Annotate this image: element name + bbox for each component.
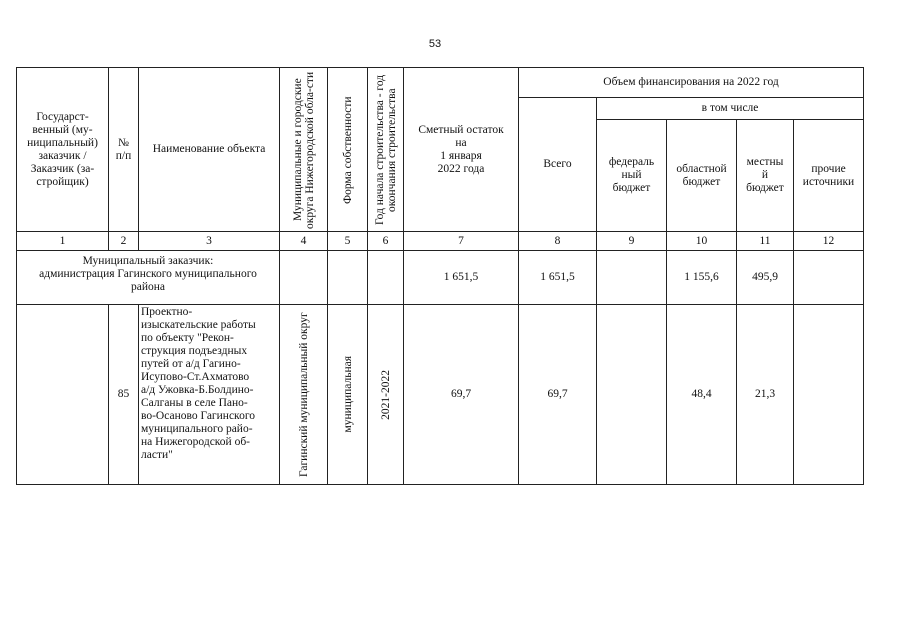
row-customer <box>17 305 109 485</box>
column-number: 5 <box>328 232 368 251</box>
row-balance: 69,7 <box>404 305 519 485</box>
header-num: № п/п <box>109 68 139 232</box>
header-municipality <box>280 68 328 232</box>
header-ownership <box>328 68 368 232</box>
column-number: 12 <box>794 232 864 251</box>
customer-federal <box>597 251 667 305</box>
header-municipality-text: Муниципальные и городские округа Нижегородской обла-сти <box>291 70 316 229</box>
column-number: 11 <box>737 232 794 251</box>
customer-balance: 1 651,5 <box>404 251 519 305</box>
column-number: 10 <box>667 232 737 251</box>
header-ownership-text: Форма собственности <box>341 95 354 204</box>
row-num: 85 <box>109 305 139 485</box>
header-customer: Государст- венный (му- ниципальный) заказчик / Заказчик (за- стройщик) <box>17 68 109 232</box>
customer-other <box>794 251 864 305</box>
header-total: Всего <box>519 98 597 232</box>
row-regional: 48,4 <box>667 305 737 485</box>
column-number: 8 <box>519 232 597 251</box>
customer-municipality-cell <box>280 251 328 305</box>
header-object-name: Наименование объекта <box>139 68 280 232</box>
row-total: 69,7 <box>519 305 597 485</box>
customer-label: Муниципальный заказчик: администрация Гагинского муниципального района <box>17 251 280 305</box>
customer-summary-row <box>17 251 864 305</box>
row-years-text: 2021-2022 <box>379 369 392 420</box>
row-other <box>794 305 864 485</box>
column-number-row <box>17 232 864 251</box>
header-local: местны й бюджет <box>737 120 794 232</box>
column-number: 2 <box>109 232 139 251</box>
financing-table <box>16 67 864 485</box>
customer-ownership-cell <box>328 251 368 305</box>
header-other: прочие источники <box>794 120 864 232</box>
row-local: 21,3 <box>737 305 794 485</box>
header-years <box>368 68 404 232</box>
customer-total: 1 651,5 <box>519 251 597 305</box>
customer-local: 495,9 <box>737 251 794 305</box>
table-row <box>17 305 864 485</box>
header-financing: Объем финансирования на 2022 год <box>519 68 864 98</box>
header-balance: Сметный остаток на 1 января 2022 года <box>404 68 519 232</box>
column-number: 9 <box>597 232 667 251</box>
header-federal: федераль ный бюджет <box>597 120 667 232</box>
page-number: 53 <box>428 38 442 50</box>
column-number: 3 <box>139 232 280 251</box>
row-ownership <box>328 305 368 485</box>
column-number: 4 <box>280 232 328 251</box>
row-years <box>368 305 404 485</box>
header-regional: областной бюджет <box>667 120 737 232</box>
row-federal <box>597 305 667 485</box>
header-years-text: Год начала строительства - год окончания строительства <box>373 74 398 225</box>
customer-regional: 1 155,6 <box>667 251 737 305</box>
column-number: 1 <box>17 232 109 251</box>
row-object-name: Проектно- изыскательские работы по объекту "Рекон- струкция подъездных путей от а/д Гагино- Исупово-Ст.Ахматово а/д Ужовка-Б.Болдино- Салганы в селе Пано- во-Осаново Гагинского муниципального райо- на Нижегородской об- ласти" <box>139 305 280 485</box>
customer-years-cell <box>368 251 404 305</box>
row-ownership-text: муниципальная <box>341 356 354 433</box>
row-municipality <box>280 305 328 485</box>
header-including: в том числе <box>597 98 864 120</box>
row-municipality-text: Гагинский муниципальный округ <box>297 312 310 477</box>
column-number: 6 <box>368 232 404 251</box>
column-number: 7 <box>404 232 519 251</box>
